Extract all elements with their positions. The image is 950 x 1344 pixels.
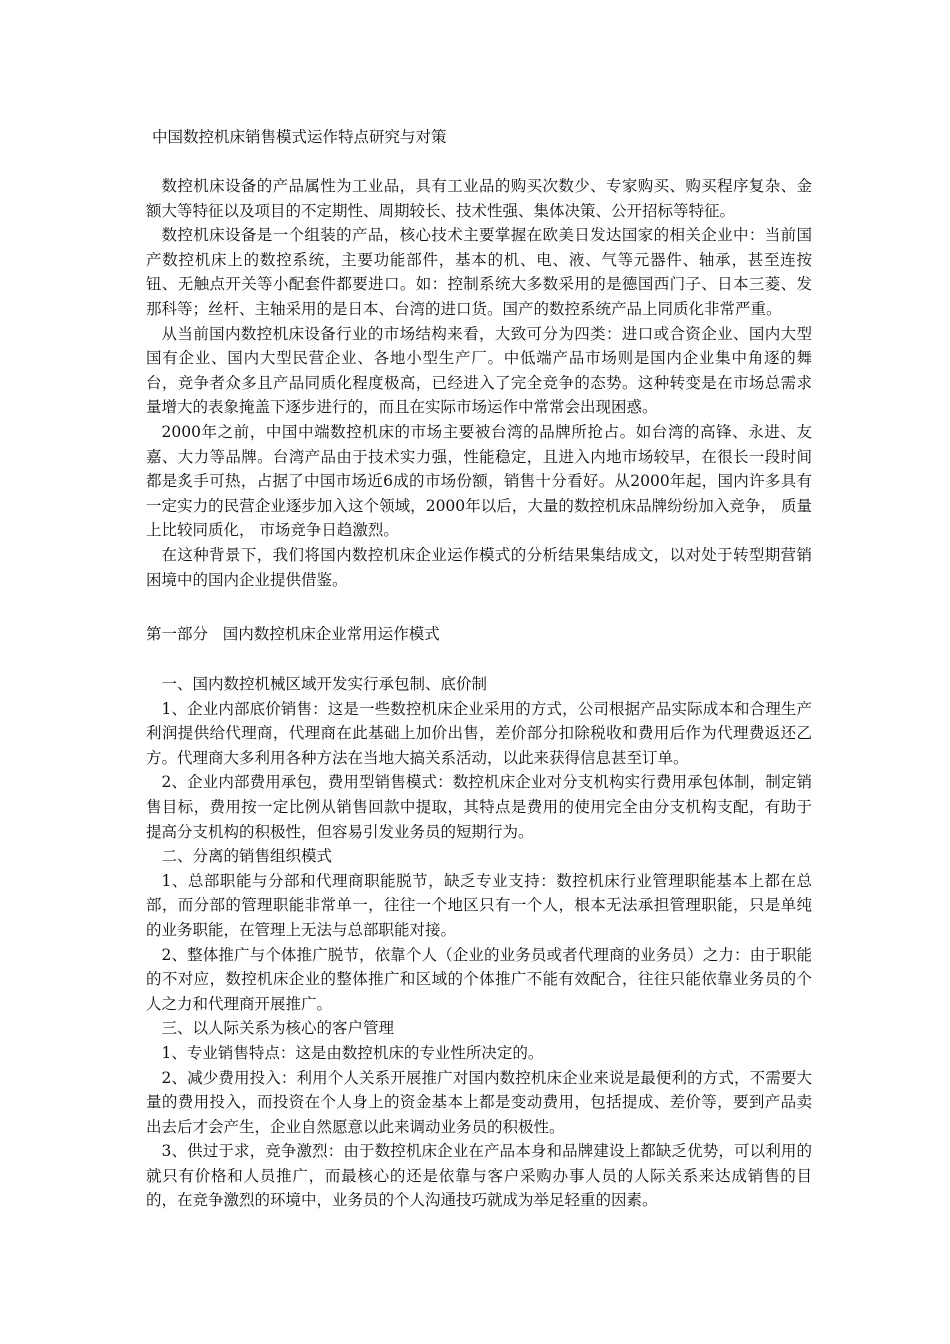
document-title: 中国数控机床销售模式运作特点研究与对策: [152, 128, 447, 146]
body-paragraph: 2、企业内部费用承包，费用型销售模式：数控机床企业对分支机构实行费用承包体制，制定销售目标，费用按一定比例从销售回款中提取，其特点是费用的使用完全由分支机构支配，有助于提高分支机构的积极性，但容易引发业务员的短期行为。: [146, 773, 812, 841]
intro-paragraph-3: 从当前国内数控机床设备行业的市场结构来看，大致可分为四类：进口或合资企业、国内大型国有企业、国内大型民营企业、各地小型生产厂。中低端产品市场则是国内企业集中角逐的舞台，竞争者众多且产品同质化程度极高，已经进入了完全竞争的态势。这种转变是在市场总需求量增大的表象掩盖下逐步进行的，而且在实际市场运作中常常会出现困惑。: [146, 324, 812, 417]
body-paragraph: 1、总部职能与分部和代理商职能脱节，缺乏专业支持：数控机床行业管理职能基本上都在总部，而分部的管理职能非常单一，往往一个地区只有一个人，根本无法承担管理职能，只是单纯的业务职能，在管理上无法与总部职能对接。: [146, 871, 812, 939]
intro-section: [146, 174, 812, 592]
intro-paragraph-1: 数控机床设备的产品属性为工业品，具有工业品的购买次数少、专家购买、购买程序复杂、金额大等特征以及项目的不定期性、周期较长、技术性强、集体决策、公开招标等特征。: [146, 177, 812, 220]
part-one-heading: 第一部分 国内数控机床企业常用运作模式: [146, 625, 440, 643]
body-paragraph: 3、供过于求，竞争激烈：由于数控机床企业在产品本身和品牌建设上都缺乏优势，可以利用的就只有价格和人员推广，而最核心的还是依靠与客户采购办事人员的人际关系来达成销售的目的，在竞争激烈的环境中，业务员的个人沟通技巧就成为举足轻重的因素。: [146, 1142, 812, 1210]
body-paragraph: 1、企业内部底价销售：这是一些数控机床企业采用的方式，公司根据产品实际成本和合理生产利润提供给代理商，代理商在此基础上加价出售，差价部分扣除税收和费用后作为代理费返还乙方。代理商大多利用各种方法在当地大搞关系活动，以此来获得信息甚至订单。: [146, 699, 812, 767]
section-heading-2: 二、分离的销售组织模式: [161, 847, 333, 866]
section-heading-1: 一、国内数控机械区域开发实行承包制、底价制: [161, 675, 488, 693]
intro-paragraph-4: 2000年之前，中国中端数控机床的市场主要被台湾的品牌所抢占。如台湾的高锋、永进、友嘉、大力等品牌。台湾产品由于技术实力强，性能稳定，且进入内地市场较早，在很长一段时间都是炙手可热，占据了中国市场近6成的市场份额，销售十分看好。从2000年起，国内许多具有一定实力的民营企业逐步加入这个领域，2000年以后，大量的数控机床品牌纷纷加入竞争， 质量上比较同质化， 市场竞争日趋激烈。: [146, 422, 812, 540]
body-paragraph: 1、专业销售特点：这是由数控机床的专业性所决定的。: [161, 1043, 544, 1062]
body-paragraph: 2、减少费用投入：利用个人关系开展推广对国内数控机床企业来说是最便利的方式，不需要大量的费用投入，而投资在个人身上的资金基本上都是变动费用，包括提成、差价等，要到产品卖出去后才会产生，企业自然愿意以此来调动业务员的积极性。: [146, 1068, 812, 1136]
body-paragraph: 2、整体推广与个体推广脱节，依靠个人（企业的业务员或者代理商的业务员）之力：由于职能的不对应，数控机床企业的整体推广和区域的个体推广不能有效配合，往往只能依靠业务员的个人之力和代理商开展推广。: [146, 945, 812, 1013]
section-heading-3: 三、以人际关系为核心的客户管理: [161, 1019, 395, 1038]
intro-paragraph-5: 在这种背景下，我们将国内数控机床企业运作模式的分析结果集结成文，以对处于转型期营销困境中的国内企业提供借鉴。: [146, 545, 812, 589]
part-one-section: [146, 672, 812, 1213]
intro-paragraph-2: 数控机床设备是一个组装的产品，核心技术主要掌握在欧美日发达国家的相关企业中：当前国产数控机床上的数控系统，主要功能部件，基本的机、电、液、气等元器件、轴承，甚至连按钮、无触点开关等小配套件都要进口。如：控制系统大多数采用的是德国西门子、日本三菱、发那科等；丝杆、主轴采用的是日本、台湾的进口货。国产的数控系统产品上同质化非常严重。: [146, 226, 812, 318]
